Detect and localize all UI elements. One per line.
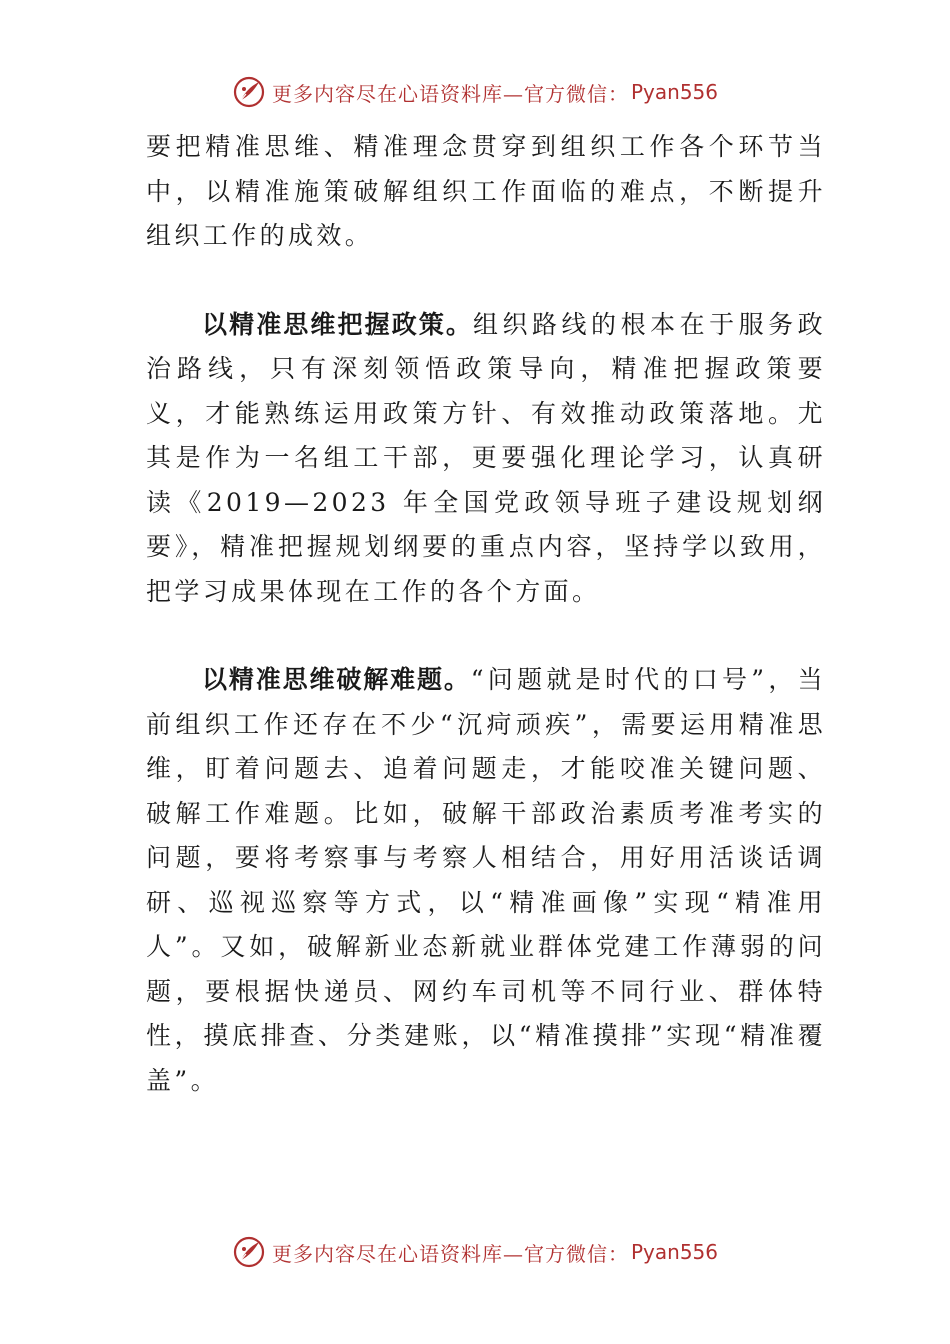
paragraph-body: 组织路线的根本在于服务政治路线，只有深刻领悟政策导向，精准把握政策要义，才能熟练运用政策方针、有效推动政策落地。尤其是作为一名组工干部，更要强化理论学习，认真研读《2019—2023 年全国党政领导班子建设规划纲要》，精准把握规划纲要的重点内容，坚持学以致用，把学习成果体现在工作的各个方面。 bbox=[146, 309, 826, 606]
paragraph-heading: 以精准思维破解难题。 bbox=[202, 665, 471, 694]
watermark-wechat-id: Pyan556 bbox=[630, 1240, 718, 1264]
paragraph-body: “问题就是时代的口号”，当前组织工作还存在不少“沉疴顽疾”，需要运用精准思维，盯着问题去、追着问题走，才能咬准关键问题、破解工作难题。比如，破解干部政治素质考准考实的问题，要将考察事与考察人相结合，用好用活谈话调研、巡视巡察等方式，以“精准画像”实现“精准用人”。又如，破解新业态新就业群体党建工作薄弱的问题，要根据快递员、网约车司机等不同行业、群体特性，摸底排查、分类建账，以“精准摸排”实现“精准覆盖”。 bbox=[146, 665, 826, 1095]
paragraph-policy bbox=[146, 303, 826, 615]
quill-pen-logo-icon bbox=[232, 75, 266, 109]
watermark-text: 更多内容尽在心语资料库—官方微信： bbox=[271, 81, 629, 106]
quill-pen-logo-icon bbox=[232, 1235, 266, 1269]
paragraph-body: 要把精准思维、精准理念贯穿到组织工作各个环节当中，以精准施策破解组织工作面临的难点，不断提升组织工作的成效。 bbox=[146, 132, 826, 250]
paragraph-intro bbox=[146, 125, 826, 259]
paragraph-problems bbox=[146, 658, 826, 1103]
header-watermark bbox=[0, 72, 950, 112]
document-body bbox=[146, 125, 826, 1103]
paragraph-heading: 以精准思维把握政策。 bbox=[202, 309, 474, 339]
watermark-text: 更多内容尽在心语资料库—官方微信： bbox=[271, 1241, 629, 1266]
footer-watermark bbox=[0, 1232, 950, 1272]
watermark-wechat-id: Pyan556 bbox=[630, 80, 718, 104]
